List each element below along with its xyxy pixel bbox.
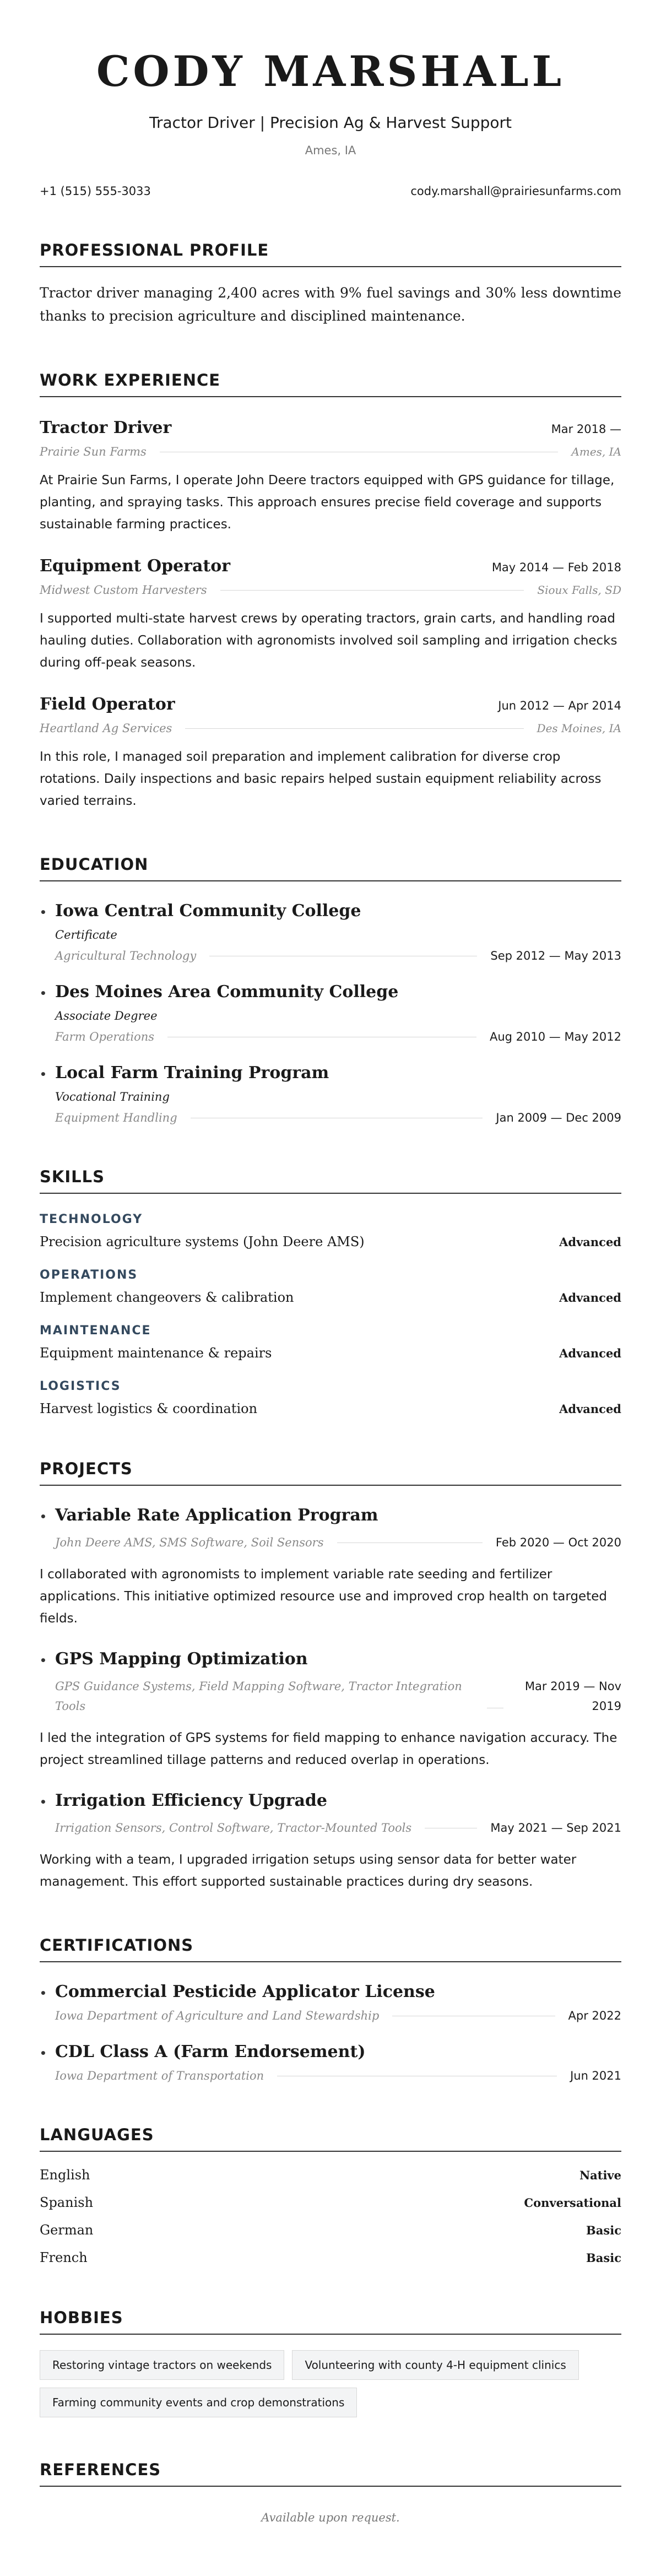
job-description: At Prairie Sun Farms, I operate John Deere tractors equipped with GPS guidance for tillage, planting, and spraying tasks. This approach ensures precise field coverage and supports sustainable farming practices. — [40, 473, 615, 532]
skill-group — [40, 1379, 621, 1416]
job-title: Tractor Driver — [40, 418, 172, 437]
field-of-study: Equipment Handling — [55, 1111, 177, 1124]
education-dates: Jan 2009 — Dec 2009 — [496, 1111, 621, 1124]
language-level: Basic — [586, 2223, 621, 2237]
field-of-study: Agricultural Technology — [55, 949, 197, 962]
skill-category: MAINTENANCE — [40, 1324, 151, 1338]
language-name: German — [40, 2222, 94, 2238]
section-title: CERTIFICATIONS — [40, 1936, 621, 1962]
job-dates: Jun 2012 — Apr 2014 — [498, 699, 621, 712]
education-dates: Aug 2010 — May 2012 — [489, 1030, 621, 1043]
certification-name: Commercial Pesticide Applicator License — [55, 1982, 435, 2001]
section-title: PROJECTS — [40, 1459, 621, 1486]
school-name: Local Farm Training Program — [55, 1063, 329, 1083]
project-entry — [40, 1649, 621, 1771]
language-level: Native — [579, 2168, 621, 2182]
certification-date: Jun 2021 — [570, 2069, 621, 2082]
certification-name: CDL Class A (Farm Endorsement) — [55, 2042, 366, 2061]
resume-header — [40, 48, 621, 198]
candidate-name: CODY MARSHALL — [96, 47, 565, 96]
skill-level: Advanced — [559, 1402, 621, 1416]
project-tools: GPS Guidance Systems, Field Mapping Software, Tractor Integration Tools — [55, 1680, 462, 1713]
hobby-tag: Volunteering with county 4-H equipment clinics — [292, 2350, 578, 2380]
skill-name: Implement changeovers & calibration — [40, 1290, 294, 1305]
certification-entry — [40, 1982, 621, 2022]
project-dates: May 2021 — Sep 2021 — [490, 1821, 621, 1834]
project-dates: Mar 2019 — Nov 2019 — [524, 1680, 621, 1713]
headline: Tractor Driver | Precision Ag & Harvest Support — [149, 113, 512, 132]
company: Midwest Custom Harvesters — [40, 583, 207, 597]
bullet-icon: • — [40, 2047, 47, 2060]
job-location: Sioux Falls, SD — [537, 583, 621, 597]
skill-group — [40, 1213, 621, 1249]
skill-category: TECHNOLOGY — [40, 1213, 143, 1226]
project-name: GPS Mapping Optimization — [55, 1649, 308, 1669]
location: Ames, IA — [305, 144, 356, 157]
languages-section — [40, 2125, 621, 2265]
job-location: Ames, IA — [571, 445, 621, 458]
language-level: Conversational — [524, 2196, 621, 2210]
section-title: REFERENCES — [40, 2460, 621, 2487]
job-entry — [40, 556, 621, 674]
project-dates: Feb 2020 — Oct 2020 — [495, 1536, 621, 1549]
language-item — [40, 2195, 621, 2210]
company: Heartland Ag Services — [40, 722, 172, 735]
certification-issuer: Iowa Department of Transportation — [55, 2069, 264, 2082]
project-entry — [40, 1791, 621, 1893]
skill-category: LOGISTICS — [40, 1379, 121, 1393]
certifications-section — [40, 1936, 621, 2082]
certification-date: Apr 2022 — [568, 2009, 621, 2022]
skill-level: Advanced — [559, 1346, 621, 1360]
skill-level: Advanced — [559, 1235, 621, 1249]
education-entry — [40, 1063, 621, 1124]
project-tools: Irrigation Sensors, Control Software, Tractor-Mounted Tools — [55, 1821, 412, 1834]
bullet-icon: • — [40, 1987, 47, 2000]
job-description: In this role, I managed soil preparation and implement calibration for diverse crop rotations. Daily inspections and basic repairs helped sustain equipment reliability across varied terrains. — [40, 750, 602, 808]
profile-section — [40, 241, 621, 328]
education-dates: Sep 2012 — May 2013 — [490, 949, 621, 962]
hobby-tags — [40, 2350, 621, 2417]
hobby-tag: Restoring vintage tractors on weekends — [40, 2350, 284, 2380]
certification-issuer: Iowa Department of Agriculture and Land Stewardship — [55, 2009, 380, 2022]
project-description: I led the integration of GPS systems for field mapping to enhance navigation accuracy. The project streamlined tillage patterns and reduced overlap in operations. — [40, 1731, 617, 1767]
divider — [185, 728, 523, 729]
bullet-icon: • — [40, 1510, 47, 1523]
degree: Certificate — [55, 928, 117, 941]
section-title: LANGUAGES — [40, 2125, 621, 2152]
divider — [220, 590, 524, 591]
bullet-icon: • — [40, 1068, 47, 1081]
job-dates: Mar 2018 — — [551, 423, 621, 436]
bullet-icon: • — [40, 987, 47, 1000]
section-title: WORK EXPERIENCE — [40, 371, 621, 397]
job-title: Field Operator — [40, 695, 175, 714]
hobby-tag: Farming community events and crop demonstrations — [40, 2388, 357, 2417]
skill-name: Harvest logistics & coordination — [40, 1401, 258, 1416]
education-entry — [40, 901, 621, 962]
degree: Vocational Training — [55, 1090, 170, 1103]
references-section — [40, 2460, 621, 2524]
education-section — [40, 855, 621, 1124]
hobbies-section — [40, 2308, 621, 2417]
language-name: English — [40, 2167, 90, 2183]
skills-section — [40, 1167, 621, 1416]
language-item — [40, 2250, 621, 2265]
bullet-icon: • — [40, 1795, 47, 1809]
section-title: SKILLS — [40, 1167, 621, 1194]
certification-entry — [40, 2042, 621, 2082]
project-entry — [40, 1506, 621, 1630]
references-text: Available upon request. — [261, 2511, 400, 2524]
profile-summary: Tractor driver managing 2,400 acres with 9% fuel savings and 30% less downtime thanks to precision agriculture and disciplined maintenance. — [40, 285, 621, 324]
phone: +1 (515) 555-3033 — [40, 185, 151, 198]
project-name: Irrigation Efficiency Upgrade — [55, 1791, 327, 1810]
language-level: Basic — [586, 2251, 621, 2265]
language-name: French — [40, 2250, 88, 2265]
school-name: Iowa Central Community College — [55, 901, 361, 921]
bullet-icon: • — [40, 906, 47, 919]
project-name: Variable Rate Application Program — [55, 1506, 378, 1525]
projects-section — [40, 1459, 621, 1893]
experience-section — [40, 371, 621, 812]
job-entry — [40, 418, 621, 535]
project-description: Working with a team, I upgraded irrigation setups using sensor data for better water management. This effort supported sustainable practices during dry seasons. — [40, 1853, 577, 1889]
contact-row — [40, 185, 621, 198]
skill-name: Equipment maintenance & repairs — [40, 1345, 272, 1361]
school-name: Des Moines Area Community College — [55, 982, 399, 1002]
email: cody.marshall@prairiesunfarms.com — [410, 185, 621, 198]
skill-group — [40, 1268, 621, 1305]
field-of-study: Farm Operations — [55, 1030, 155, 1043]
job-location: Des Moines, IA — [537, 722, 621, 735]
language-name: Spanish — [40, 2195, 94, 2210]
company: Prairie Sun Farms — [40, 445, 147, 458]
bullet-icon: • — [40, 1654, 47, 1667]
skill-name: Precision agriculture systems (John Deere AMS) — [40, 1234, 365, 1249]
skill-group — [40, 1324, 621, 1361]
job-entry — [40, 695, 621, 812]
job-dates: May 2014 — Feb 2018 — [491, 561, 621, 574]
section-title: PROFESSIONAL PROFILE — [40, 241, 621, 267]
section-title: EDUCATION — [40, 855, 621, 881]
section-title: HOBBIES — [40, 2308, 621, 2335]
job-description: I supported multi-state harvest crews by operating tractors, grain carts, and handling road hauling duties. Collaboration with agronomists involved soil sampling and irrigation checks during off-peak seasons. — [40, 611, 617, 670]
skill-category: OPERATIONS — [40, 1268, 138, 1282]
education-entry — [40, 982, 621, 1043]
degree: Associate Degree — [55, 1009, 158, 1022]
language-item — [40, 2167, 621, 2183]
project-description: I collaborated with agronomists to implement variable rate seeding and fertilizer applications. This initiative optimized resource use and improved crop health on targeted fields. — [40, 1567, 607, 1626]
job-title: Equipment Operator — [40, 556, 231, 576]
language-item — [40, 2222, 621, 2238]
skill-level: Advanced — [559, 1291, 621, 1305]
project-tools: John Deere AMS, SMS Software, Soil Sensors — [55, 1536, 324, 1549]
language-list — [40, 2167, 621, 2265]
